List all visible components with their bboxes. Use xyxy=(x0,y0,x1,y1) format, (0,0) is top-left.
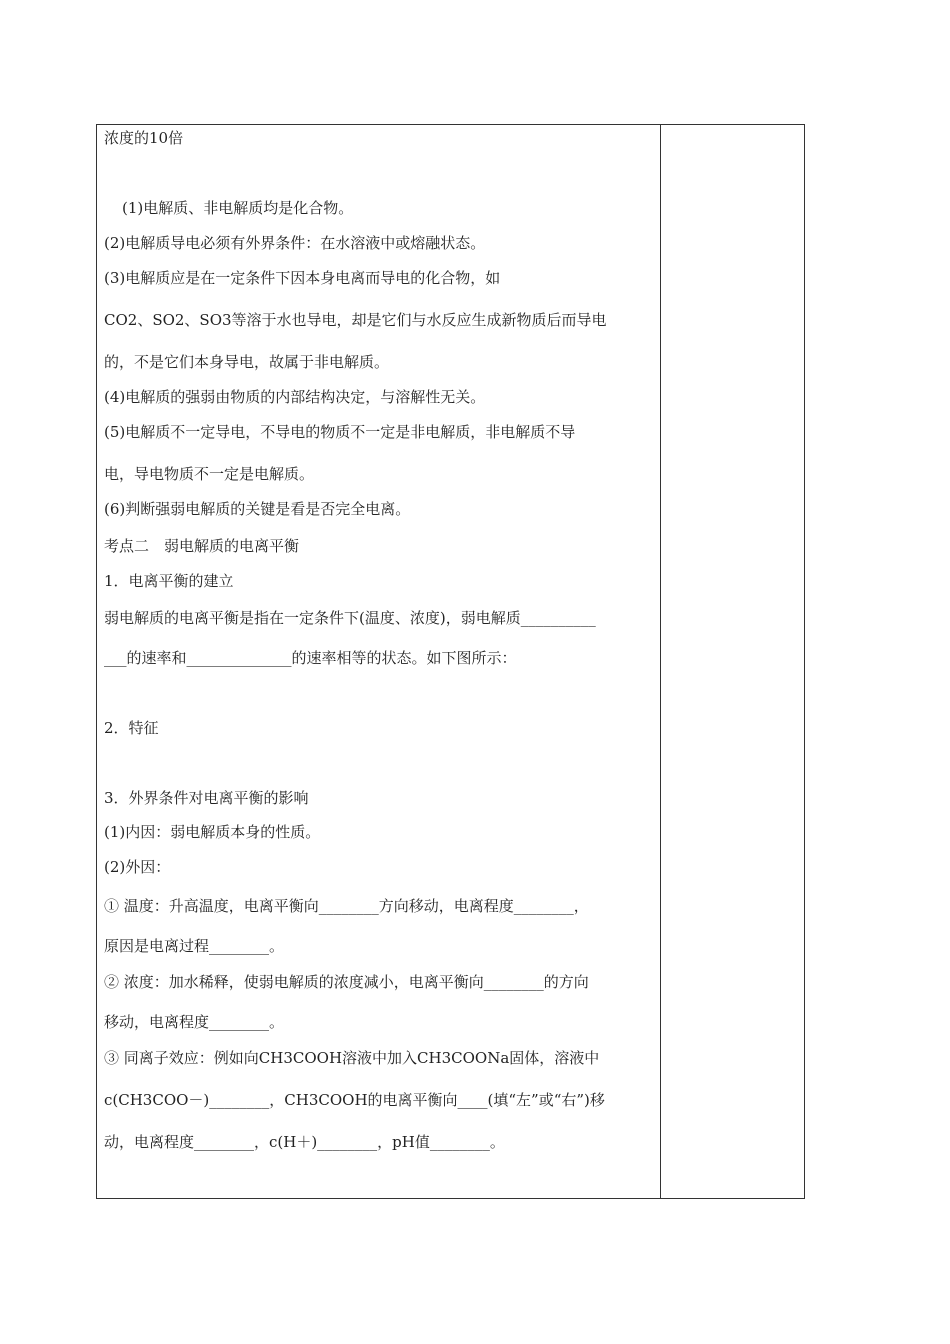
subsection-heading: 2．特征 xyxy=(104,719,159,737)
text-line: 电，导电物质不一定是电解质。 xyxy=(104,465,315,483)
text-line: (2)电解质导电必须有外界条件：在水溶液中或熔融状态。 xyxy=(104,234,486,252)
text-line: 原因是电离过程________。 xyxy=(104,937,285,955)
subsection-heading: 3．外界条件对电离平衡的影响 xyxy=(104,789,309,807)
text-line: (5)电解质不一定导电，不导电的物质不一定是非电解质，非电解质不导 xyxy=(104,423,576,441)
text-line: (2)外因： xyxy=(104,858,171,876)
text-line: ① 温度：升高温度，电离平衡向________方向移动，电离程度________， xyxy=(104,897,589,915)
text-line: (1)内因：弱电解质本身的性质。 xyxy=(104,823,321,841)
text-line: 的，不是它们本身导电，故属于非电解质。 xyxy=(104,353,390,371)
text-line: (4)电解质的强弱由物质的内部结构决定，与溶解性无关。 xyxy=(104,388,486,406)
column-divider xyxy=(660,124,661,1199)
section-heading: 考点二 弱电解质的电离平衡 xyxy=(104,537,300,555)
text-line: ③ 同离子效应：例如向CH3COOH溶液中加入CH3COONa固体，溶液中 xyxy=(104,1049,600,1067)
text-line: c(CH3COO－)________，CH3COOH的电离平衡向____(填“左”或“右”)移 xyxy=(104,1091,605,1109)
text-line: 弱电解质的电离平衡是指在一定条件下(温度、浓度)，弱电解质__________ xyxy=(104,609,596,627)
text-line: (1)电解质、非电解质均是化合物。 xyxy=(122,199,354,217)
text-line: ___的速率和______________的速率相等的状态。如下图所示： xyxy=(104,649,517,667)
text-line: ② 浓度：加水稀释，使弱电解质的浓度减小，电离平衡向________的方向 xyxy=(104,973,589,991)
text-line: (6)判断强弱电解质的关键是看是否完全电离。 xyxy=(104,500,411,518)
text-line: 移动，电离程度________。 xyxy=(104,1013,285,1031)
text-line: (3)电解质应是在一定条件下因本身电离而导电的化合物，如 xyxy=(104,269,501,287)
subsection-heading: 1．电离平衡的建立 xyxy=(104,572,234,590)
text-line: CO2、SO2、SO3等溶于水也导电，却是它们与水反应生成新物质后而导电 xyxy=(104,311,607,329)
text-line: 动，电离程度________，c(H＋)________，pH值________。 xyxy=(104,1133,505,1151)
text-line: 浓度的10倍 xyxy=(104,129,184,147)
